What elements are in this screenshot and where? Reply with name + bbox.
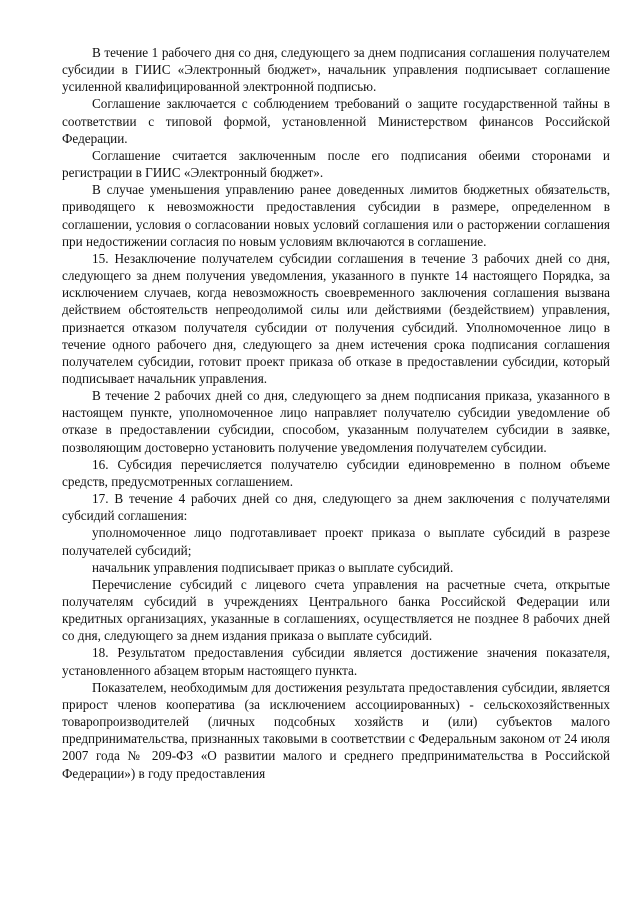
paragraph-refusal-notice: В течение 2 рабочих дней со дня, следующего за днем подписания приказа, указанного в настоящем пункте, уполномоченное лицо направляет получателю субсидии уведомление об отказе в предоставлении субсидии, способом, указанным получателем субсидии в заявке, позволяющим достоверно установить получение уведомления получателем субсидии. [62, 388, 610, 455]
paragraph-draft-order: уполномоченное лицо подготавливает проект приказа о выплате субсидий в разрезе получателей субсидий; [62, 525, 610, 558]
paragraph-item-16: 16. Субсидия перечисляется получателю субсидии единовременно в полном объеме средств, предусмотренных соглашением. [62, 456, 610, 489]
paragraph-item-17: 17. В течение 4 рабочих дней со дня, следующего за днем заключения с получателями субсидий соглашения: [62, 491, 610, 524]
paragraph-transfer: Перечисление субсидий с лицевого счета управления на расчетные счета, открытые получателям субсидий в учреждениях Центрального банка Российской Федерации или кредитных организациях, указанные в соглашениях, осуществляется не позднее 8 рабочих дней со дня, следующего за днем издания приказа о выплате субсидий. [62, 576, 610, 644]
paragraph-item-15: 15. Незаключение получателем субсидии соглашения в течение 3 рабочих дней со дня, следующего за днем получения уведомления, указанного в пункте 14 настоящего Порядка, за исключением случаев, когда невозможность своевременного заключения соглашения вызвана действием обстоятельств непреодолимой силы или действиями (бездействием) управления, признается отказом получателя субсидии от получения субсидий. Уполномоченное лицо в течение одного рабочего дня, следующего за днем истечения срока подписания соглашения получателем субсидии, готовит проект приказа об отказе в предоставлении субсидии, который подписывает начальник управления. [62, 250, 610, 386]
paragraph-indicator: Показателем, необходимым для достижения результата предоставления субсидии, является прирост членов кооператива (за исключением ассоциированных) - сельскохозяйственных товаропроизводителей (личных подсобных хозяйств и (или) субъектов малого предпринимательства, признанных таковыми в соответствии с Федеральным законом от 24 июля 2007 года № 209-ФЗ «О развитии малого и среднего предпринимательства в Российской Федерации») в году предоставления [62, 679, 610, 781]
paragraph-agreement-concluded: Соглашение считается заключенным после его подписания обеими сторонами и регистрации в ГИИС «Электронный бюджет». [62, 147, 610, 181]
paragraph-state-secret: Соглашение заключается с соблюдением требований о защите государственной тайны в соответствии с типовой формой, установленной Министерством финансов Российской Федерации. [62, 96, 610, 146]
paragraph-signing-deadline: В течение 1 рабочего дня со дня, следующего за днем подписания соглашения получателем субсидии в ГИИС «Электронный бюджет», начальник управления подписывает соглашение усиленной квалифицированной электронной подписью. [62, 45, 610, 95]
paragraph-item-18: 18. Результатом предоставления субсидии является достижение значения показателя, установленного абзацем вторым настоящего пункта. [62, 645, 610, 678]
paragraph-limits-reduction: В случае уменьшения управлению ранее доведенных лимитов бюджетных обязательств, приводящего к невозможности предоставления субсидии в размере, определенном в соглашении, условия о согласовании новых условий соглашения или о расторжении соглашения при недостижении согласия по новым условиям включаются в соглашение. [62, 182, 610, 249]
paragraph-sign-order: начальник управления подписывает приказ о выплате субсидий. [92, 559, 454, 575]
